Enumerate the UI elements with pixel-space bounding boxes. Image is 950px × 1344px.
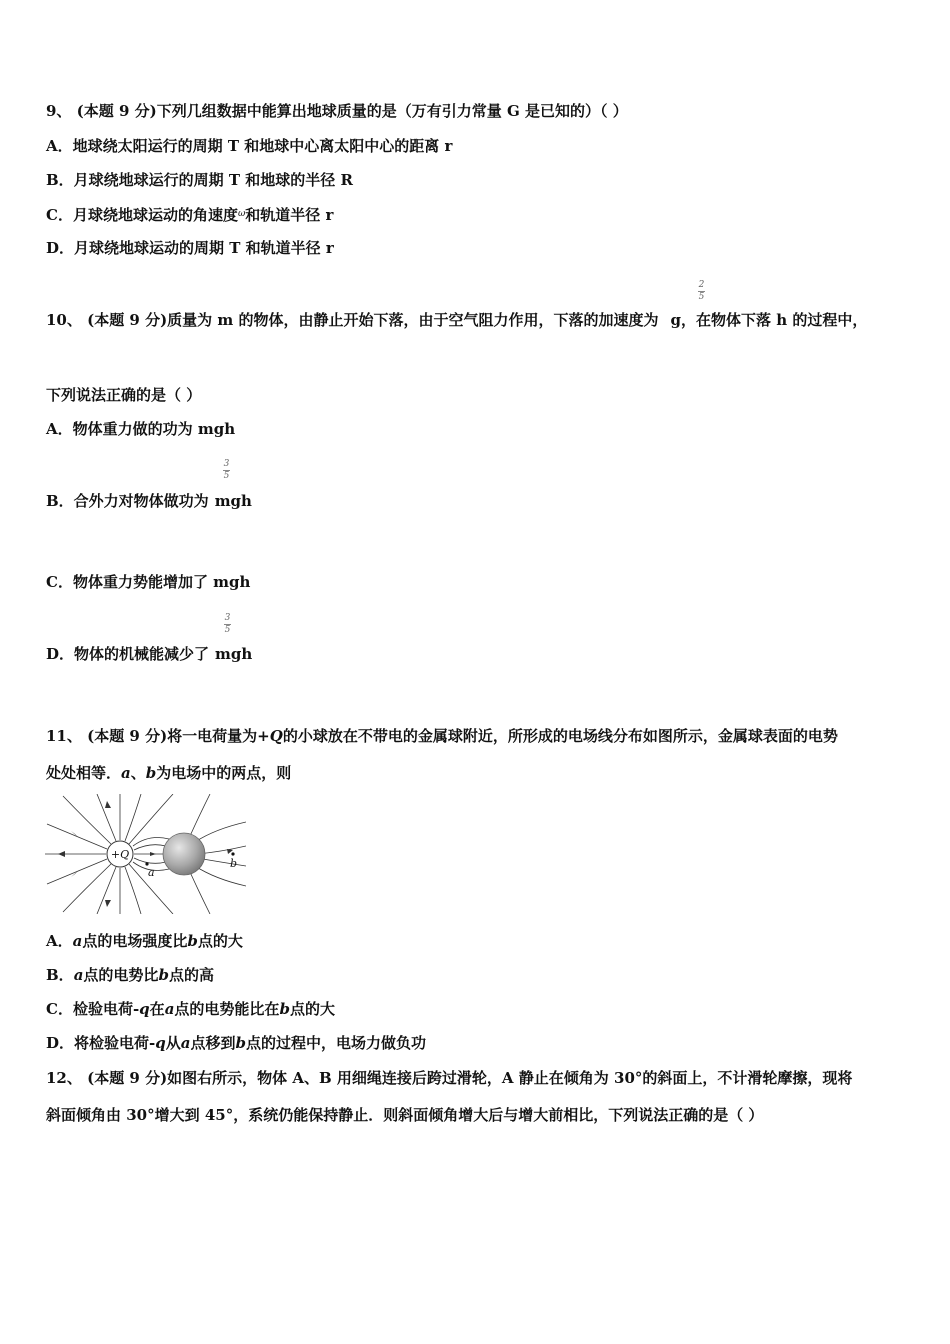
- q9-option-c-text-end: 和轨道半径 r: [245, 206, 334, 224]
- q10-option-d-text-end: mgh: [215, 645, 253, 663]
- point-a-symbol: a: [121, 764, 131, 782]
- point-b-symbol: b: [145, 764, 157, 782]
- charge-symbol: Q: [269, 727, 283, 745]
- q9-stem: 9、 (本题 9 分)下列几组数据中能算出地球质量的是（万有引力常量 G 是已知的）（ ）: [46, 102, 628, 120]
- fraction-numerator: 3: [224, 613, 231, 623]
- q11-stem2-text-end: 为电场中的两点，则: [156, 764, 292, 782]
- q11-stem-line1: [46, 726, 838, 746]
- q11-option-d: [46, 1033, 426, 1053]
- test-charge-symbol: q: [155, 1034, 166, 1052]
- q11-option-a: [46, 931, 243, 951]
- option-text: 在: [149, 1000, 165, 1018]
- option-text-end: 点的高: [168, 966, 214, 984]
- q9-option-b: B．月球绕地球运行的周期 T 和地球的半径 R: [46, 171, 353, 189]
- q9-option-d: D．月球绕地球运动的周期 T 和轨道半径 r: [46, 239, 334, 257]
- q11-stem-line2: [46, 763, 291, 783]
- q11-stem-text: 11、 (本题 9 分)将一电荷量为+: [46, 727, 270, 745]
- metal-sphere: [163, 833, 205, 875]
- q10-option-a: A．物体重力做的功为 mgh: [46, 420, 236, 438]
- option-text-end: 点的过程中，电场力做负功: [246, 1034, 427, 1052]
- point-b-symbol: b: [158, 966, 169, 984]
- point-a-symbol: a: [73, 966, 84, 984]
- q11-stem2-text: 处处相等．: [46, 764, 122, 782]
- option-text: 点的电势比: [83, 966, 159, 984]
- point-a-symbol: a: [180, 1034, 191, 1052]
- option-label: A．: [46, 932, 73, 950]
- q10-option-b-fraction: [223, 460, 230, 481]
- q12-stem-line2: 斜面倾角由 30°增大到 45°，系统仍能保持静止．则斜面倾角增大后与增大前相比，下列说法正确的是（ ）: [46, 1106, 764, 1124]
- q11-option-b: [46, 965, 214, 985]
- option-text-2: 点移到: [190, 1034, 236, 1052]
- point-b-marker: [231, 852, 234, 855]
- q10-option-c: C．物体重力势能增加了 mgh: [46, 573, 251, 591]
- q10-stem-line2: 下列说法正确的是（ ）: [46, 386, 202, 404]
- q10-option-d: [46, 644, 252, 664]
- point-a-label: a: [148, 866, 155, 879]
- q11-stem-text-end: 的小球放在不带电的金属球附近，所形成的电场线分布如图所示，金属球表面的电势: [282, 727, 838, 745]
- point-b-symbol: b: [187, 932, 198, 950]
- option-text-end: 点的大: [289, 1000, 335, 1018]
- fraction-numerator: 2: [698, 280, 705, 290]
- option-text-end: 点的大: [197, 932, 243, 950]
- electric-field-figure: [45, 794, 246, 914]
- point-b-symbol: b: [279, 1000, 290, 1018]
- fraction-numerator: 3: [223, 459, 230, 469]
- option-text-2: 点的电势能比在: [174, 1000, 280, 1018]
- separator: 、: [130, 764, 146, 782]
- fraction-denominator: 5: [698, 292, 705, 302]
- option-label: B．: [46, 966, 74, 984]
- q9-option-c-text: C．月球绕地球运动的角速度: [46, 206, 238, 224]
- point-a-symbol: a: [164, 1000, 175, 1018]
- option-label: C．检验电荷-: [46, 1000, 140, 1018]
- fraction-denominator: 5: [224, 625, 231, 635]
- q10-stem-text: 10、 (本题 9 分)质量为 m 的物体，由静止开始下落，由于空气阻力作用，下落的加速度为: [46, 311, 659, 329]
- option-text: 从: [165, 1034, 181, 1052]
- q10-stem: [46, 310, 867, 330]
- q11-option-c: [46, 999, 335, 1019]
- q10-option-d-fraction: [224, 614, 231, 635]
- q12-stem-line1: 12、 (本题 9 分)如图右所示，物体 A、B 用细绳连接后跨过滑轮，A 静止在倾角为 30°的斜面上，不计滑轮摩擦，现将: [46, 1069, 853, 1087]
- q10-option-d-text: D．物体的机械能减少了: [46, 645, 210, 663]
- omega-symbol: ω: [237, 209, 246, 219]
- point-b-label: b: [230, 857, 238, 870]
- point-a-symbol: a: [72, 932, 83, 950]
- option-text: 点的电场强度比: [82, 932, 188, 950]
- q10-option-b-text: B．合外力对物体做功为: [46, 492, 209, 510]
- test-charge-symbol: q: [139, 1000, 150, 1018]
- q10-option-b-text-end: mgh: [214, 492, 252, 510]
- q10-stem-fraction: [698, 281, 705, 302]
- q10-stem-text-end: g，在物体下落 h 的过程中，: [670, 311, 868, 329]
- q9-option-c: [46, 204, 333, 225]
- fraction-denominator: 5: [223, 471, 230, 481]
- charge-label: +Q: [110, 848, 130, 861]
- option-label: D．将检验电荷-: [46, 1034, 156, 1052]
- q9-option-a: A．地球绕太阳运行的周期 T 和地球中心离太阳中心的距离 r: [46, 137, 453, 155]
- point-b-symbol: b: [235, 1034, 246, 1052]
- q10-option-b: [46, 491, 252, 511]
